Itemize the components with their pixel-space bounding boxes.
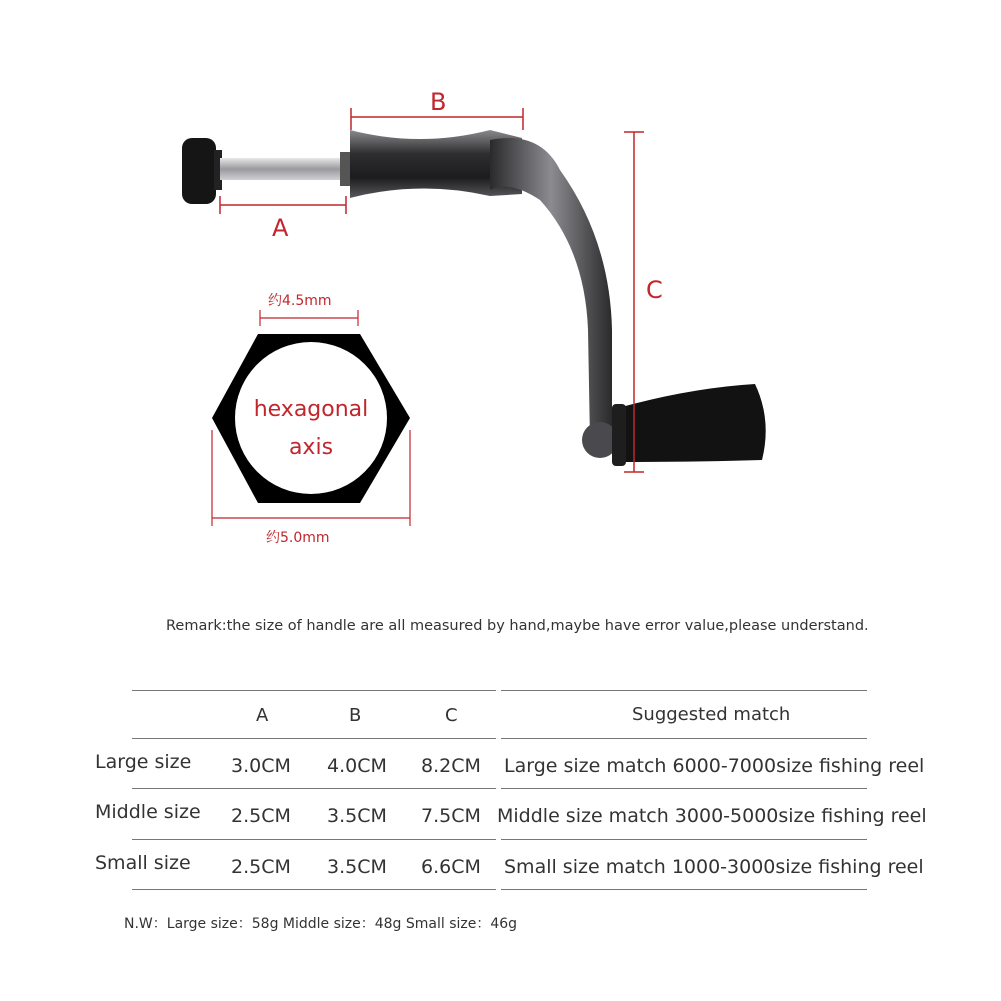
value-a: 2.5CM: [231, 856, 291, 878]
value-c: 6.6CM: [421, 856, 481, 878]
dimension-c-label: C: [646, 276, 663, 304]
suggested-match: Large size match 6000-7000size fishing reel: [504, 755, 925, 777]
handle-arm: [490, 138, 612, 440]
hex-label-line2: axis: [288, 435, 334, 460]
value-a: 2.5CM: [231, 805, 291, 827]
table-header-suggested-match: Suggested match: [632, 704, 791, 725]
net-weight-text: N.W：Large size：58g Middle size：48g Small size：46g: [124, 916, 518, 932]
suggested-match: Middle size match 3000-5000size fishing reel: [497, 805, 927, 827]
hex-top-dimension-label: 约4.5mm: [268, 293, 332, 309]
value-b: 3.5CM: [327, 856, 387, 878]
hex-label-line1: hexagonal: [253, 397, 369, 422]
value-b: 4.0CM: [327, 755, 387, 777]
value-b: 3.5CM: [327, 805, 387, 827]
dimension-a-line: [220, 196, 346, 214]
dimension-a-label: A: [272, 214, 289, 242]
table-header-c: C: [445, 705, 458, 726]
table-header-a: A: [256, 705, 269, 726]
value-c: 8.2CM: [421, 755, 481, 777]
shaft: [220, 158, 346, 180]
end-cap-knob: [182, 138, 222, 204]
value-c: 7.5CM: [421, 805, 481, 827]
size-name: Small size: [95, 852, 191, 874]
suggested-match: Small size match 1000-3000size fishing reel: [504, 856, 924, 878]
hex-bottom-dimension-label: 约5.0mm: [266, 530, 330, 546]
value-a: 3.0CM: [231, 755, 291, 777]
remark-text: Remark:the size of handle are all measured by hand,maybe have error value,please understand.: [166, 618, 869, 634]
dimension-b-label: B: [430, 88, 447, 116]
hex-top-dimension-line: [260, 310, 358, 326]
table-header-b: B: [349, 705, 362, 726]
size-name: Large size: [95, 751, 192, 773]
handle-knob: [618, 384, 766, 462]
size-name: Middle size: [95, 801, 201, 823]
